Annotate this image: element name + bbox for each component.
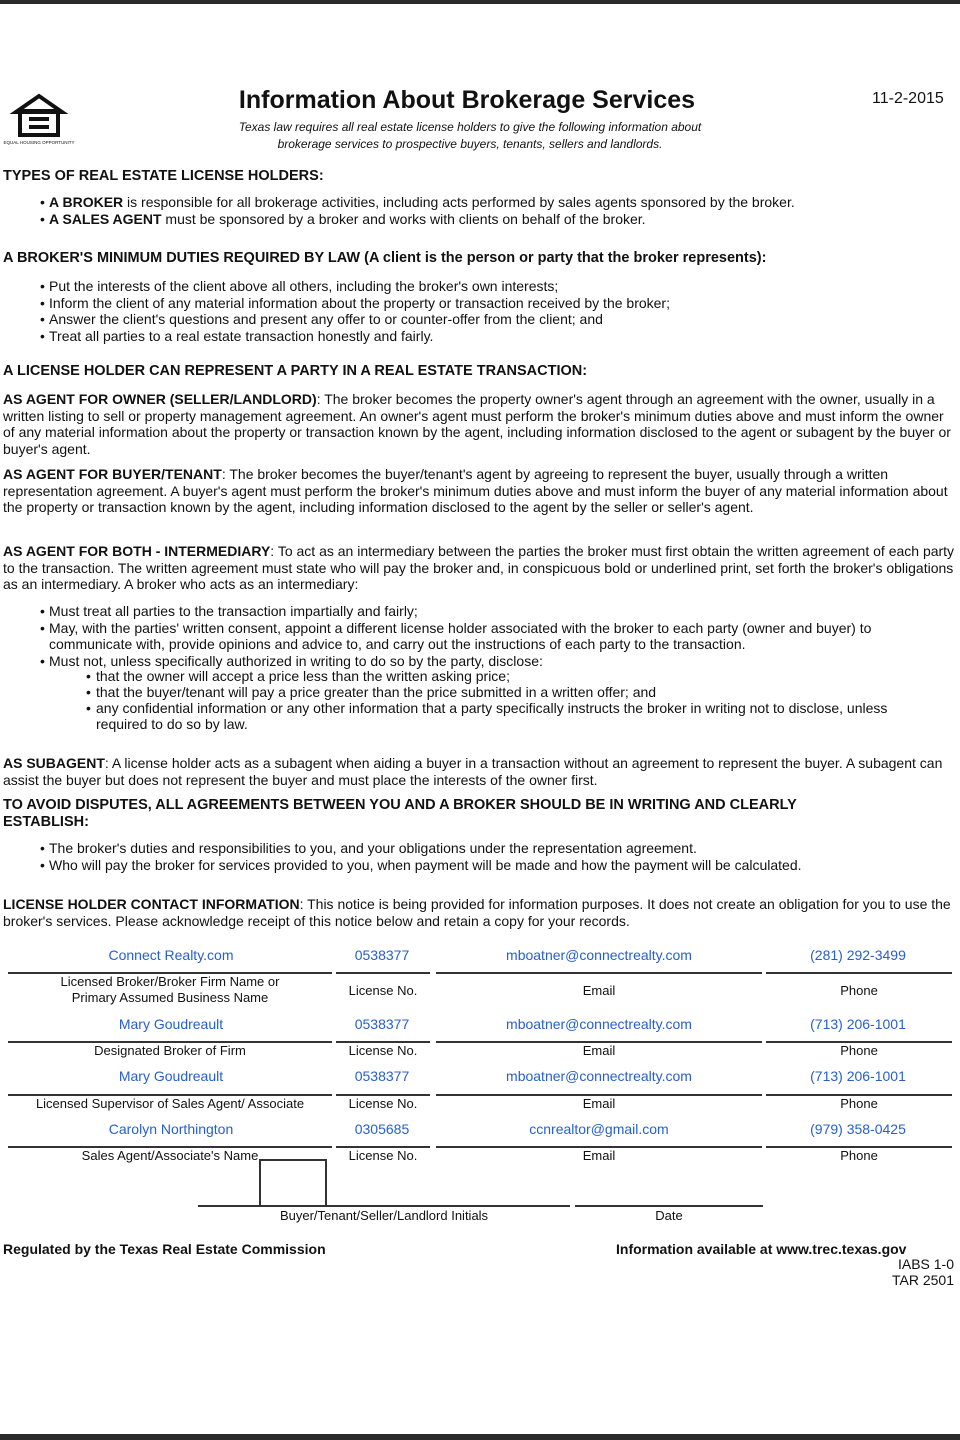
page-title: Information About Brokerage Services — [238, 86, 696, 114]
form-date: 11-2-2015 — [872, 90, 944, 107]
date-label: Date — [655, 1208, 683, 1223]
sales-agent-license-value[interactable]: 0305685 — [354, 1121, 410, 1137]
supervisor-email-value[interactable]: mboatner@connectrealty.com — [506, 1068, 692, 1084]
types-heading: TYPES OF REAL ESTATE LICENSE HOLDERS: — [3, 168, 324, 184]
duties-heading: A BROKER'S MINIMUM DUTIES REQUIRED BY LAW (A client is the person or party that the broker represents): — [3, 250, 767, 266]
item-bold: A BROKER — [49, 194, 124, 210]
date-underline — [575, 1205, 763, 1207]
contact-paragraph — [3, 896, 955, 929]
field-underline — [766, 972, 952, 974]
intermediary-list — [40, 603, 940, 669]
tar-id: TAR 2501 — [892, 1272, 954, 1288]
sales-agent-name-value[interactable]: Carolyn Northington — [108, 1121, 234, 1137]
email-label: Email — [582, 1096, 616, 1111]
supervisor-name-value[interactable]: Mary Goudreault — [118, 1068, 224, 1084]
bottom-border — [0, 1434, 960, 1440]
designated-license-value[interactable]: 0538377 — [354, 1016, 410, 1032]
license-label: License No. — [348, 983, 418, 998]
types-list — [40, 194, 795, 227]
broker-firm-name-label: Licensed Broker/Broker Firm Name or Primary Assumed Business Name — [60, 974, 280, 1005]
list-item: • Treat all parties to a real estate transaction honestly and fairly. — [40, 328, 670, 345]
represent-heading: A LICENSE HOLDER CAN REPRESENT A PARTY IN A REAL ESTATE TRANSACTION: — [3, 363, 588, 379]
footer-form-id — [800, 1256, 954, 1288]
phone-label: Phone — [840, 1096, 878, 1111]
list-item: • Must not, unless specifically authorized in writing to do so by the party, disclose: — [40, 653, 940, 670]
duties-list — [40, 278, 670, 344]
paragraph-text: : The broker becomes the buyer/tenant's agent by agreeing to represent the buyer, usually through a written representation agreement. A buyer's agent must perform the broker's minimum duties above and must inform the buyer of any material information about the property or transaction known by the agent, including information disclosed to the agent by the seller or seller's agent. — [3, 466, 948, 515]
initials-underline — [198, 1205, 570, 1207]
list-item: • Must treat all parties to the transaction impartially and fairly; — [40, 603, 940, 620]
field-underline — [436, 972, 762, 974]
broker-license-value[interactable]: 0538377 — [354, 947, 410, 963]
list-item: • that the owner will accept a price less than the written asking price; — [86, 668, 906, 684]
owner-agent-paragraph — [3, 391, 955, 457]
license-label: License No. — [348, 1096, 418, 1111]
subtitle-line: brokerage services to prospective buyers, tenants, sellers and landlords. — [277, 137, 663, 151]
disclose-list — [86, 668, 906, 732]
broker-email-value[interactable]: mboatner@connectrealty.com — [506, 947, 692, 963]
license-label: License No. — [348, 1043, 418, 1058]
list-item: • that the buyer/tenant will pay a price greater than the price submitted in a written offer; and — [86, 684, 906, 700]
footer-info-link[interactable]: Information available at www.trec.texas.gov — [616, 1241, 907, 1257]
paragraph-text: : The broker becomes the property owner's agent through an agreement with the owner, usually in a written listing to sell or property management agreement. An owner's agent must perform the broker's minimum duties above and must inform the owner of any material information about the property or transaction known by the agent, including information disclosed to the agent or subagent by the buyer or buyer's agent. — [3, 391, 951, 457]
list-item: • Inform the client of any material information about the property or transaction received by the broker; — [40, 295, 670, 312]
designated-broker-label: Designated Broker of Firm — [94, 1043, 246, 1058]
list-item: • any confidential information or any other information that a party specifically instructs the broker in writing not to disclose, unless required to do so by law. — [86, 700, 906, 732]
disputes-list — [40, 840, 802, 873]
email-label: Email — [582, 983, 616, 998]
list-item — [40, 211, 795, 228]
initials-label: Buyer/Tenant/Seller/Landlord Initials — [279, 1208, 489, 1223]
broker-firm-name-value[interactable]: Connect Realty.com — [108, 947, 234, 963]
footer-regulated: Regulated by the Texas Real Estate Commission — [3, 1241, 326, 1257]
paragraph-text: : To act as an intermediary between the parties the broker must first obtain the written agreement of each party to the transaction. The written agreement must state who will pay the broker and, in conspicuous bold or underlined print, set forth the broker's obligations as an intermediary. A broker who acts as an intermediary: — [3, 543, 955, 592]
logo-text: EQUAL HOUSING OPPORTUNITY — [3, 140, 75, 145]
list-item: • Answer the client's questions and present any offer to or counter-offer from the client; and — [40, 311, 670, 328]
subagent-paragraph — [3, 755, 955, 788]
paragraph-bold: AS AGENT FOR OWNER (SELLER/LANDLORD) — [3, 391, 317, 407]
item-text: must be sponsored by a broker and works with clients on behalf of the broker. — [161, 210, 646, 227]
item-text: is responsible for all brokerage activities, including acts performed by sales agents sponsored by the broker. — [123, 194, 795, 210]
heading-line: TO AVOID DISPUTES, ALL AGREEMENTS BETWEEN YOU AND A BROKER SHOULD BE IN WRITING AND CLEARLY — [3, 797, 797, 813]
list-item: • The broker's duties and responsibilities to you, and your obligations under the representation agreement. — [40, 840, 802, 857]
designated-email-value[interactable]: mboatner@connectrealty.com — [506, 1016, 692, 1032]
paragraph-text: : A license holder acts as a subagent when aiding a buyer in a transaction without an agreement to represent the buyer. A subagent can assist the buyer but does not represent the buyer and must place the interests of the owner first. — [3, 755, 943, 788]
buyer-agent-paragraph — [3, 466, 955, 516]
paragraph-bold: AS AGENT FOR BUYER/TENANT — [3, 466, 222, 482]
disputes-heading — [3, 797, 797, 831]
paragraph-text: : This notice is being provided for information purposes. It does not create an obligation for you to use the broker's services. Please acknowledge receipt of this notice below and retain a copy for your records. — [3, 896, 951, 929]
broker-phone-value[interactable]: (281) 292-3499 — [810, 947, 906, 963]
page-subtitle — [180, 119, 760, 153]
paragraph-bold: LICENSE HOLDER CONTACT INFORMATION — [3, 896, 300, 912]
sales-agent-email-value[interactable]: ccnrealtor@gmail.com — [529, 1121, 669, 1137]
list-item: • Who will pay the broker for services provided to you, when payment will be made and how the payment will be calculated. — [40, 857, 802, 874]
item-bold: A SALES AGENT — [49, 210, 162, 227]
designated-phone-value[interactable]: (713) 206-1001 — [810, 1016, 906, 1032]
sales-agent-label: Sales Agent/Associate's Name — [81, 1148, 259, 1163]
supervisor-label: Licensed Supervisor of Sales Agent/ Associate — [35, 1096, 305, 1111]
phone-label: Phone — [840, 1043, 878, 1058]
license-label: License No. — [348, 1148, 418, 1163]
top-border — [0, 0, 960, 4]
supervisor-license-value[interactable]: 0538377 — [354, 1068, 410, 1084]
heading-line: ESTABLISH: — [3, 814, 89, 830]
intermediary-paragraph — [3, 543, 955, 593]
form-id: IABS 1-0 — [897, 1256, 954, 1272]
field-underline — [336, 972, 430, 974]
email-label: Email — [582, 1148, 616, 1163]
paragraph-bold: AS AGENT FOR BOTH - INTERMEDIARY — [3, 543, 271, 559]
subtitle-line: Texas law requires all real estate license holders to give the following information about — [238, 120, 702, 134]
phone-label: Phone — [840, 983, 878, 998]
sales-agent-phone-value[interactable]: (979) 358-0425 — [810, 1121, 906, 1137]
phone-label: Phone — [840, 1148, 878, 1163]
list-item: • Put the interests of the client above all others, including the broker's own interests; — [40, 278, 670, 295]
initials-box[interactable] — [259, 1159, 327, 1207]
designated-broker-value[interactable]: Mary Goudreault — [118, 1016, 224, 1032]
paragraph-bold: AS SUBAGENT — [3, 755, 105, 771]
supervisor-phone-value[interactable]: (713) 206-1001 — [810, 1068, 906, 1084]
list-item — [40, 194, 795, 211]
email-label: Email — [582, 1043, 616, 1058]
list-item: • May, with the parties' written consent, appoint a different license holder associated with the broker to each party (owner and buyer) to communicate with, provide opinions and advice to, and carry out the instructions of each party to the transaction. — [40, 620, 940, 653]
